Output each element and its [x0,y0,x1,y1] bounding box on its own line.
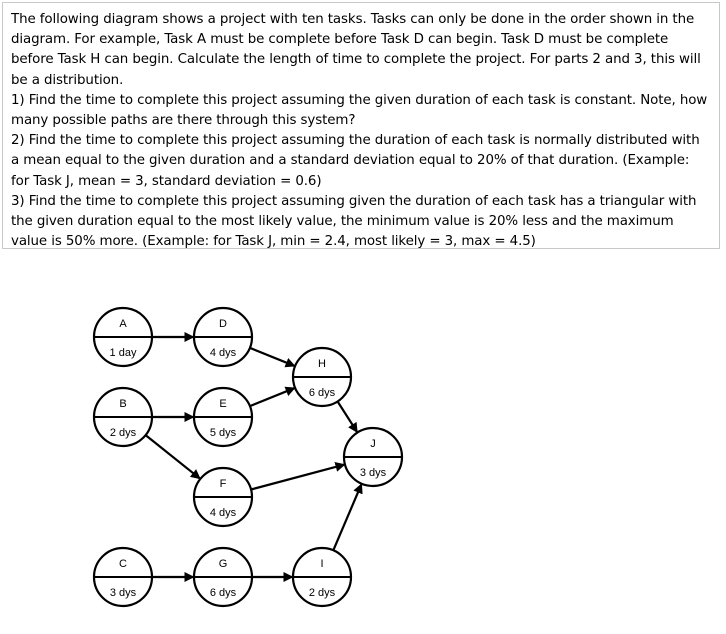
task-label: D [219,318,227,330]
task-duration: 3 dys [109,587,137,599]
arrow-f-to-j [251,465,344,490]
task-label: J [370,438,376,450]
arrow-e-to-h [250,388,294,406]
task-duration: 6 dys [209,587,237,599]
task-nodes [94,308,402,606]
task-label: G [218,558,228,570]
arrow-h-to-j [338,402,357,432]
arrow-b-to-f [146,435,200,478]
task-node-j [344,428,402,486]
question-2: 2) Find the time to complete this project assuming the duration of each task is normally distributed with a mean equal to the given duration and a standard deviation equal to 20% of that duration. (Example: for Task J, mean = 3, standard deviation = 0.6) [11,133,700,189]
task-label: F [219,478,227,490]
task-duration: 3 dys [359,467,387,479]
task-node-f [194,468,252,526]
problem-intro: The following diagram shows a project with ten tasks. Tasks can only be done in the order shown in the diagram. For example, Task A must be complete before Task D can begin. Task D must be complete before Task H can begin. Calculate the length of time to complete the project. For parts 2 and 3, this will be a distribution. [11,12,701,88]
task-duration: 4 dys [209,507,237,519]
task-label: I [320,558,324,570]
question-1: 1) Find the time to complete this project assuming the given duration of each task is constant. Note, how many possible paths are there through this system? [11,92,708,129]
task-label: A [119,318,127,330]
task-label: H [318,358,326,370]
arrow-i-to-j [333,485,361,551]
task-node-a [94,308,152,366]
task-node-i [293,548,351,606]
task-label: E [219,398,227,410]
task-duration: 4 dys [209,347,237,359]
task-node-g [194,548,252,606]
task-duration: 2 dys [308,587,336,599]
task-node-h [293,348,351,406]
task-duration: 5 dys [209,427,237,439]
task-node-e [194,388,252,446]
question-3: 3) Find the time to complete this project assuming given the duration of each task has a triangular with the given duration equal to the most likely value, the minimum value is 20% less and the maximum value is 50% more. (Example: for Task J, min = 2.4, most likely = 3, max = 4.5) [11,193,697,250]
task-node-c [94,548,152,606]
task-label: C [119,558,127,570]
task-label: B [119,398,127,410]
task-duration: 1 day [109,347,137,359]
task-duration: 6 dys [308,387,336,399]
task-duration: 2 dys [109,427,137,439]
arrow-d-to-h [250,348,294,366]
task-node-d [194,308,252,366]
task-node-b [94,388,152,446]
